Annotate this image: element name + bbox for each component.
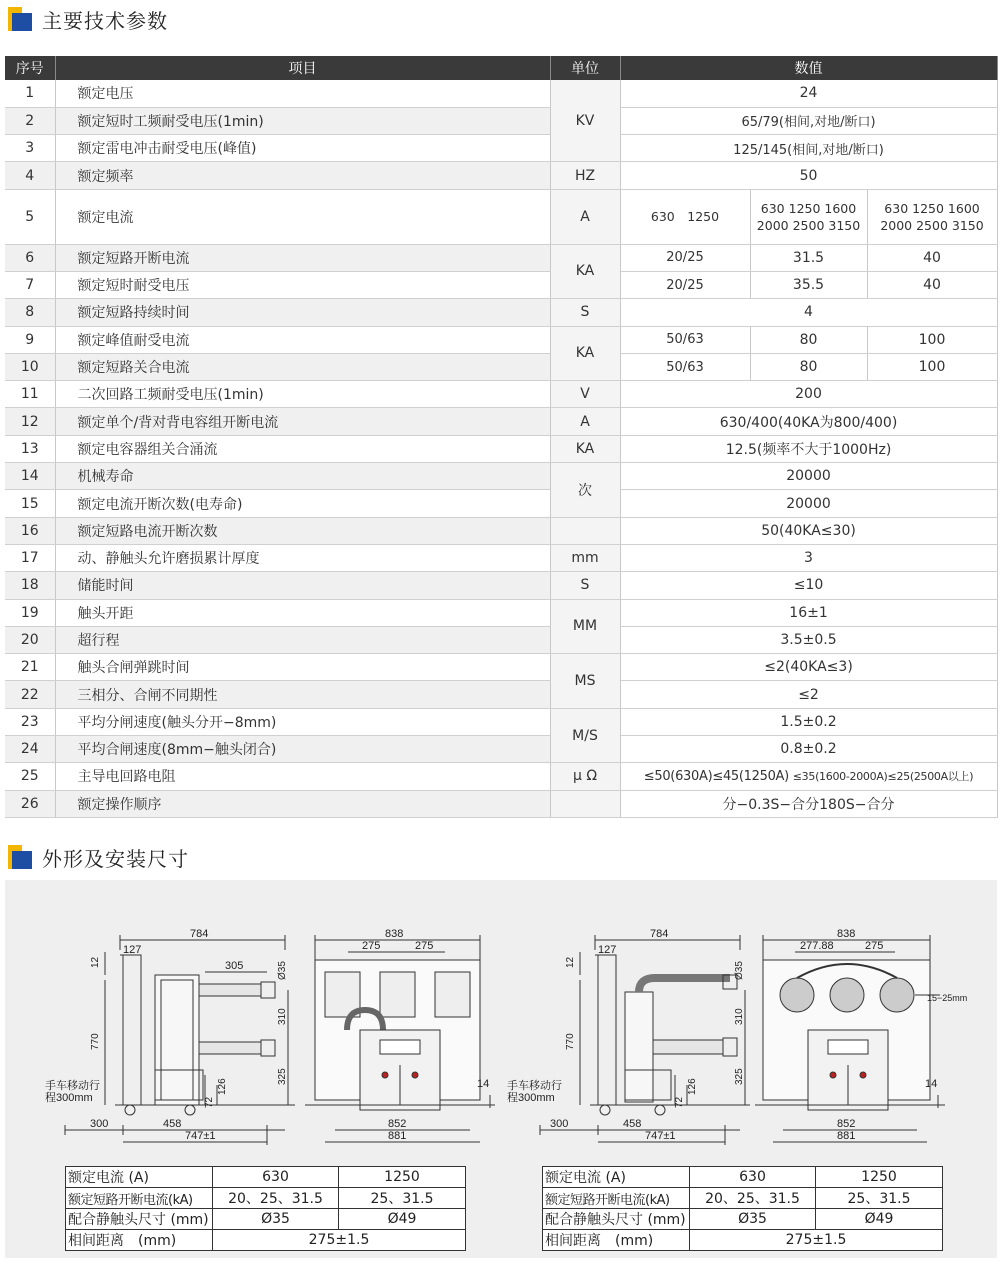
svg-text:838: 838 <box>837 928 856 940</box>
svg-text:14: 14 <box>477 1078 490 1090</box>
table-row: 7 额定短时耐受电压 20/25 35.5 40 <box>5 271 997 298</box>
svg-text:784: 784 <box>650 928 669 940</box>
svg-text:458: 458 <box>623 1118 642 1130</box>
section-marker-icon <box>8 7 32 31</box>
svg-text:Ø35: Ø35 <box>277 961 288 980</box>
table-row: 相间距离 (mm) 275±1.5 <box>543 1230 943 1251</box>
drawing-area <box>5 880 997 1258</box>
svg-text:838: 838 <box>385 928 404 940</box>
table-row: 4 额定频率 HZ 50 <box>5 162 997 189</box>
right-front-view-drawing <box>755 935 945 1142</box>
table-row: 22 三相分、合闸不同期性 ≤2 <box>5 681 997 708</box>
table-row: 额定短路开断电流(kA) 20、25、31.5 25、31.5 <box>543 1188 943 1209</box>
svg-text:手车移动行: 手车移动行 <box>45 1080 100 1092</box>
svg-text:程300mm: 程300mm <box>507 1092 555 1104</box>
section-header-dimensions <box>8 842 189 872</box>
table-row: 6 额定短路开断电流 KA 20/25 31.5 40 <box>5 244 997 271</box>
svg-text:881: 881 <box>388 1130 407 1142</box>
table-row: 配合静触头尺寸 (mm) Ø35 Ø49 <box>543 1209 943 1230</box>
left-front-view-drawing <box>305 935 495 1142</box>
section-title: 主要技术参数 <box>42 8 168 33</box>
svg-text:15−25mm: 15−25mm <box>927 993 968 1003</box>
svg-text:程300mm: 程300mm <box>45 1092 93 1104</box>
svg-text:127: 127 <box>598 944 617 956</box>
table-row: 14 机械寿命 次 20000 <box>5 463 997 490</box>
svg-text:14: 14 <box>925 1078 938 1090</box>
svg-text:458: 458 <box>163 1118 182 1130</box>
svg-text:12: 12 <box>565 956 576 968</box>
table-row: 额定电流 (A) 630 1250 <box>543 1167 943 1188</box>
svg-text:305: 305 <box>225 960 244 972</box>
table-row: 17 动、静触头允许磨损累计厚度 mm 3 <box>5 544 997 571</box>
table-row: 5 额定电流 A 630 1250 630 1250 1600 2000 2500 3150 630 1250 1600 2000 2500 3150 <box>5 189 997 244</box>
table-row: 18 储能时间 S ≤10 <box>5 572 997 599</box>
section-marker-icon <box>8 845 32 869</box>
svg-text:784: 784 <box>190 928 209 940</box>
svg-text:275: 275 <box>415 940 434 952</box>
table-row: 23 平均分闸速度(触头分开−8mm) M/S 1.5±0.2 <box>5 708 997 735</box>
table-row: 21 触头合闸弹跳时间 MS ≤2(40KA≤3) <box>5 654 997 681</box>
svg-text:881: 881 <box>837 1130 856 1142</box>
svg-text:手车移动行: 手车移动行 <box>507 1080 562 1092</box>
table-row: 额定短路开断电流(kA) 20、25、31.5 25、31.5 <box>66 1188 466 1209</box>
header-value: 数值 <box>620 56 997 80</box>
table-row: 10 额定短路关合电流 50/63 80 100 <box>5 353 997 380</box>
svg-text:310: 310 <box>277 1008 288 1025</box>
table-row: 1 额定电压 KV 24 <box>5 80 997 107</box>
svg-text:127: 127 <box>123 944 142 956</box>
svg-text:770: 770 <box>565 1033 576 1050</box>
section-header-specs <box>8 4 168 34</box>
table-row: 8 额定短路持续时间 S 4 <box>5 299 997 326</box>
svg-text:770: 770 <box>90 1033 101 1050</box>
svg-text:310: 310 <box>734 1008 745 1025</box>
table-row: 额定电流 (A) 630 1250 <box>66 1167 466 1188</box>
table-row: 13 额定电容器组关合涌流 KA 12.5(频率不大于1000Hz) <box>5 435 997 462</box>
svg-text:325: 325 <box>277 1068 288 1085</box>
technical-drawings <box>5 880 997 1160</box>
table-row: 19 触头开距 MM 16±1 <box>5 599 997 626</box>
svg-text:275: 275 <box>865 940 884 952</box>
table-row: 配合静触头尺寸 (mm) Ø35 Ø49 <box>66 1209 466 1230</box>
table-row: 相间距离 (mm) 275±1.5 <box>66 1230 466 1251</box>
table-row: 9 额定峰值耐受电流 KA 50/63 80 100 <box>5 326 997 353</box>
table-row: 2 额定短时工频耐受电压(1min) 65/79(相间,对地/断口) <box>5 107 997 134</box>
table-row: 11 二次回路工频耐受电压(1min) V 200 <box>5 381 997 408</box>
svg-text:126: 126 <box>687 1078 698 1095</box>
table-row: 12 额定单个/背对背电容组开断电流 A 630/400(40KA为800/400) <box>5 408 997 435</box>
spec-table <box>5 56 998 818</box>
dimension-table-left <box>65 1166 466 1251</box>
table-row: 25 主导电回路电阻 μ Ω ≤50(630A)≤45(1250A) ≤35(1600-2000A)≤25(2500A以上) <box>5 763 997 790</box>
svg-text:852: 852 <box>388 1118 407 1130</box>
svg-text:275: 275 <box>362 940 381 952</box>
svg-text:72: 72 <box>204 1096 215 1108</box>
svg-text:300: 300 <box>550 1118 569 1130</box>
header-unit: 单位 <box>550 56 620 80</box>
svg-text:852: 852 <box>837 1118 856 1130</box>
section-title: 外形及安装尺寸 <box>42 846 189 871</box>
table-row: 24 平均合闸速度(8mm−触头闭合) 0.8±0.2 <box>5 736 997 763</box>
dimension-table-right <box>542 1166 943 1251</box>
svg-text:126: 126 <box>217 1078 228 1095</box>
table-row: 3 额定雷电冲击耐受电压(峰值) 125/145(相间,对地/断口) <box>5 135 997 162</box>
table-row: 26 额定操作顺序 分−0.3S−合分180S−合分 <box>5 790 997 817</box>
svg-text:300: 300 <box>90 1118 109 1130</box>
header-no: 序号 <box>5 56 55 80</box>
svg-text:12: 12 <box>90 956 101 968</box>
svg-text:277.88: 277.88 <box>800 940 834 952</box>
table-header-row <box>5 56 997 80</box>
svg-text:747±1: 747±1 <box>185 1130 216 1142</box>
svg-text:747±1: 747±1 <box>645 1130 676 1142</box>
svg-text:Ø35: Ø35 <box>734 961 745 980</box>
header-item: 项目 <box>55 56 550 80</box>
table-row: 15 额定电流开断次数(电寿命) 20000 <box>5 490 997 517</box>
svg-text:72: 72 <box>674 1096 685 1108</box>
table-row: 16 额定短路电流开断次数 50(40KA≤30) <box>5 517 997 544</box>
table-row: 20 超行程 3.5±0.5 <box>5 626 997 653</box>
svg-text:325: 325 <box>734 1068 745 1085</box>
